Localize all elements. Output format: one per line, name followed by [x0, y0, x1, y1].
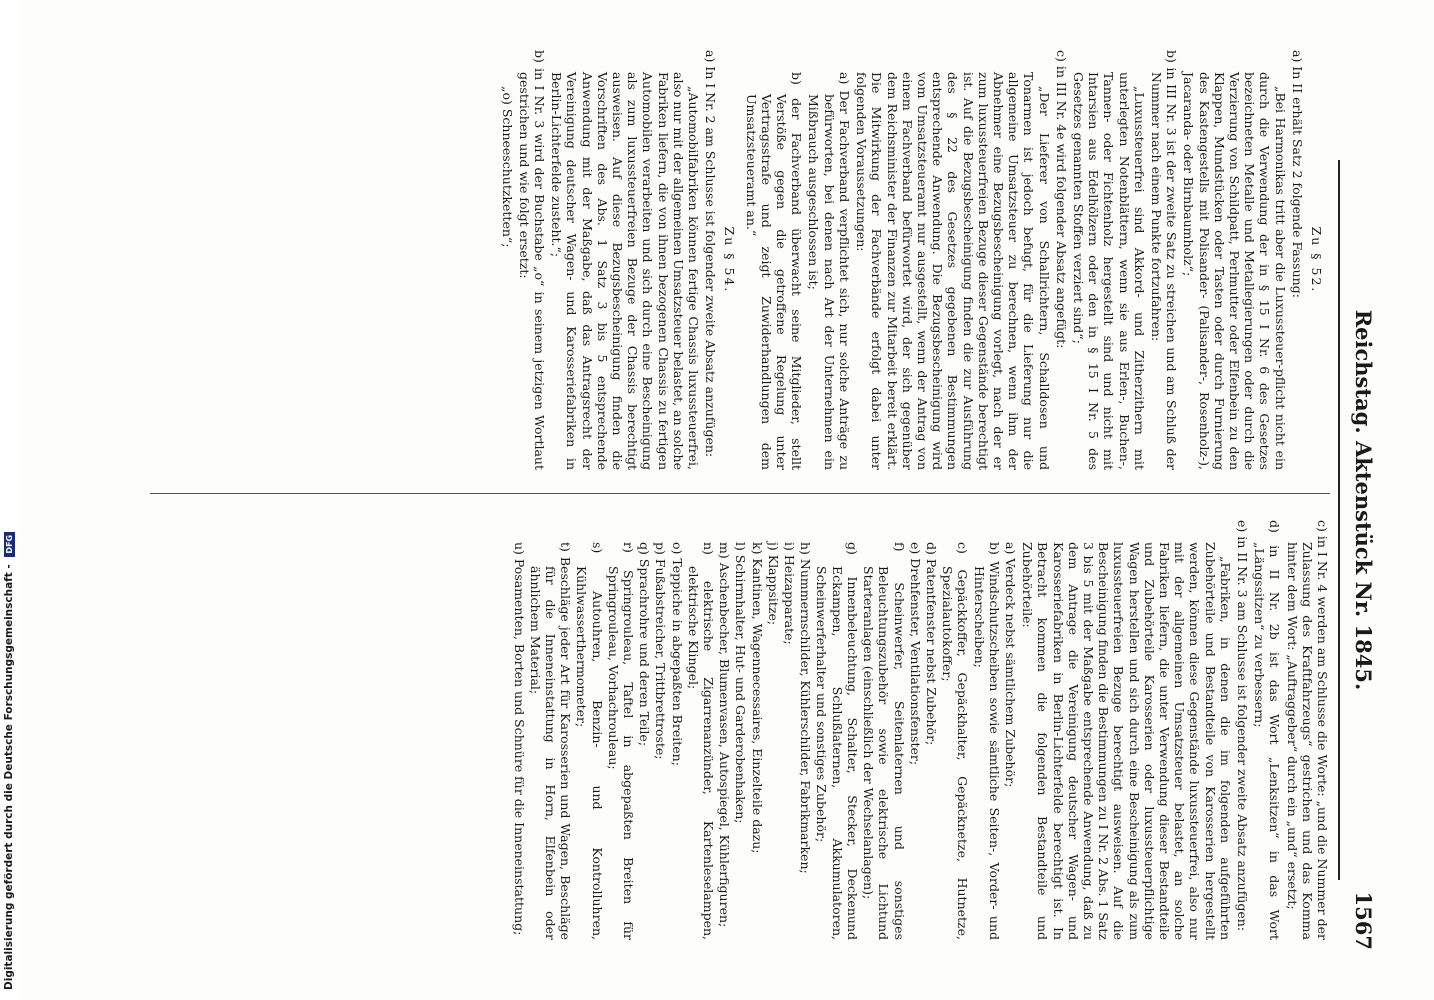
list-item: j) Klappsitze;: [765, 542, 781, 626]
paragraph: b) in I Nr. 3 wird der Buchstabe „o“ in seinem jetzigen Wortlaut gestrichen und wie folgt ersetzt:: [516, 50, 548, 470]
list-item: t) Beschläge jeder Art für Karosserien und Wagen, Beschläge für die Inneneinstattung in Horn, Elfenbein oder ähnlichem Material;: [527, 542, 574, 940]
right-column: [510, 520, 1330, 940]
paragraph: d) in II Nr. 2b ist das Wort „Lenksitzen“ in das Wort „Längssitzen“ zu verbessern;: [1252, 520, 1283, 940]
dfg-logo: DFG: [4, 532, 15, 557]
list-item: q) Sprachrohre und deren Teile;: [637, 542, 653, 747]
quoted-text: „o) Schneeschutzketten“;: [499, 86, 515, 248]
list-item: p) Fußabstreicher, Trittbrettroste;: [653, 542, 669, 760]
header-divider: [1338, 160, 1340, 880]
list-item: m) Aschenbecher, Blumenvasen, Autospiegel, Kühlerfiguren;: [717, 542, 733, 928]
footer-strip: [0, 0, 20, 1000]
footer-credit: Digitalisierung gefördert durch die Deutsche Forschungsgemeinschaft -: [3, 564, 15, 990]
paragraph: c) in I Nr. 4 werden am Schlusse die Worte: „und die Nummer der Zulassung des Kraftfahrzeugs“ gestrichen und das Komma hinter dem Wort: „Auftraggeber“ durch ein „und“ ersetzt;: [1284, 520, 1330, 940]
list-item: a) Verdeck nebst sämtlichem Zubehör;: [1002, 542, 1018, 788]
list-item: s) Autouhren, Benzin- und Kontrolluhren, Kühlwasserthermometer;: [574, 542, 605, 940]
paragraph: e) in II Nr. 3 am Schlusse ist folgender zweite Absatz anzufügen:: [1234, 520, 1250, 932]
list-item: f) Scheinwerfer, Seitenlaternen und sonstiges Beleuchtungszubehör sowie elektrische Lichtund Starteranlagen (einschließlich der Wechselanlagen);: [861, 542, 907, 940]
page-number: 1567: [1351, 891, 1376, 950]
parts-list: [511, 520, 1018, 940]
section-heading: Zu § 52.: [1309, 226, 1324, 294]
list-item: h) Nummernschilder, Kühlerschilder, Fabrikmarken;: [798, 542, 814, 874]
rotated-page-content: [90, 20, 1380, 980]
sub-item: a) Der Fachverband verpflichtet sich, nur solche Anträge zu befürworten, bei denen nach Art der Unternehmen ein Mißbrauch ausgeschlossen ist;: [806, 72, 852, 470]
list-item: u) Posamenten, Borten und Schnüre für die Inneneinstattung;: [511, 542, 527, 936]
list-item: b) Windschutzscheiben sowie sämtliche Seiten-, Vorder- und Hinterscheiben;: [971, 542, 1002, 940]
paragraph: b) in III Nr. 3 ist der zweite Satz zu streichen und am Schluß der Nummer nach einem Punkte fortzufahren:: [1148, 50, 1180, 470]
list-item: r) Springrouleau, Taftel in abgepaßten Breiten für Springrouleau, Vorhachrouleau;: [605, 542, 637, 940]
list-item: k) Kantinen, Wagennecessaires, Einzelteile dazu;: [749, 542, 765, 854]
quoted-text: „Bei Harmonikas tritt aber die Luxussteuer-pflicht nicht ein durch die Verwendung der in § 15 I Nr. 6 des Gesetzes bezeichneten Metalle und Metallegierungen oder durch die Verzierung von Schildpatt, Perlmutter oder Elfenbein zu den Klappen, Mundstücken oder Tasten oder durch Furnierung des Kastengestells mit Polisander- (Palisander-, Rosenholz-), Jacaranda- oder Birnbaumholz“;: [1181, 72, 1288, 470]
column-rule: [150, 493, 1330, 494]
paragraph: c) in III Nr. 4e wird folgender Absatz angefügt:: [1053, 50, 1069, 349]
list-item: n) elektrische Zigarrenanzünder, Kartenleselampen, elektrische Klingel;: [685, 542, 717, 940]
list-item: d) Patentfenster nebst Zubehör;: [923, 542, 939, 746]
page-header: [1340, 40, 1380, 960]
paragraph: a) In II erhält Satz 2 folgende Fassung:: [1289, 50, 1305, 298]
footer-text: [3, 532, 15, 990]
section-heading: Zu § 54.: [722, 226, 738, 294]
quoted-text: „Der Lieferer von Schallrichtern, Schalldosen und Tonarmen ist jedoch befugt, für die Lieferung nur die allgemeine Umsatzsteuer zu berechnen, wenn ihm der Abnehmer eine Bezugsbescheinigung vorlegt, nach der er zum luxussteuerfreien Bezuge dieser Gegenstände berechtigt ist. Auf die Bezugsbescheinigung finden die zur Ausführung des § 22 des Gesetzes gegebenen Bestimmungen entsprechende Anwendung. Die Bezugsbescheinigung wird vom Umsatzsteueramt nur ausgestellt, wenn der Antrag von einem Fachverband befürwortet wird, der sich gegenüber dem Reichsminister der Finanzen zur Mitarbeit bereit erklärt. Die Mitwirkung der Fachverbände erfolgt dabei unter folgenden Voraussetzungen:: [854, 72, 1052, 470]
list-item: e) Drehfenster, Ventilationsfenster;: [907, 542, 923, 766]
quoted-text: „Luxussteuerfrei sind Akkord- und Zitherzithern mit unterlegten Notenblättern, wenn sie aus Erlen-, Buchen-, Tannen- oder Fichtenholz hergestellt sind und nicht mit Intarsien aus Edelhölzern oder den in § 15 I Nr. 5 des Gesetzes genannten Stoffen verziert sind“;: [1070, 72, 1147, 470]
paragraph: a) In I Nr. 2 am Schlusse ist folgender zweite Absatz anzufügen:: [703, 50, 719, 458]
list-item: g) Innenbeleuchtung, Schalter, Stecker, Deckenund Eckampen, Schlußlaternen, Akkumulatoren, Scheinwerferhalter und sonstiges Zubehör;: [814, 542, 860, 940]
list-item: c) Gepäckkoffer, Gepäckhalter, Gepäcknetze, Hutnetze, Spezialautokoffer;: [940, 542, 971, 940]
left-column: [497, 50, 1330, 470]
list-item: l) Schirmhalter, Hut- und Garderobenhaken;: [733, 542, 749, 824]
list-item: i) Heizapparate;: [782, 542, 798, 645]
quoted-text: „Fabriken, in denen die im folgenden aufgeführten Zubehörteile und Bestandteile von Karosserien hergestellt werden, können diese Gegenstände luxussteuerfrei, also nur mit der allgemeinen Umsatzsteuer belastet, an solche Fabriken liefern, die unter Verwendung dieser Bestandteile und Zubehörteile Karosserien oder luxussteuerpflichtige Wagen herstellen und sich durch eine Bescheinigung als zum luxussteuerfreien Bezuge berechtigt ausweisen. Auf die Bescheinigung finden die Bestimmungen zu I Nr. 2 Abs. 1 Satz 3 bis 5 mit der Maßgabe entsprechende Anwendung, daß zu dem Antrage die Vereinigung deutscher Wagen- und Karosseriefabriken in Berlin-Lichterfelde berechtigt ist. In Betracht kommen die folgenden Bestandteile und Zubehörteile:: [1020, 542, 1233, 940]
sub-item: b) der Fachverband überwacht seine Mitglieder, stellt Verstöße gegen die getroffene Regelung unter Vertragsstrafe und zeigt Zuwiderhandlungen dem Umsatzsteueramt an.“: [743, 72, 805, 470]
list-item: o) Teppiche in abgepaßten Breiten;: [669, 542, 685, 766]
page-title: Reichstag. Aktenstück Nr. 1845.: [1351, 309, 1376, 691]
quoted-text: „Automobilfabriken können fertige Chassis luxussteuerfrei, also nur mit der allgemeinen Umsatzsteuer belastet, an solche Fabriken liefern, die von ihnen bezogenen Chassis zu fertigen Automobilen verarbeiten und sich durch eine Bescheinigung als zum luxussteuerfreien Bezuge der Chassis berechtigt ausweisen. Auf diese Bezugsbescheinigung finden die Vorschriften des Abs. 1 Satz 3 bis 5 entsprechende Anwendung mit der Maßgabe, daß das Antragsrecht der Vereinigung deutscher Wagen- und Karosseriefabriken in Berlin-Lichterfelde zusteht.“;: [549, 72, 702, 470]
